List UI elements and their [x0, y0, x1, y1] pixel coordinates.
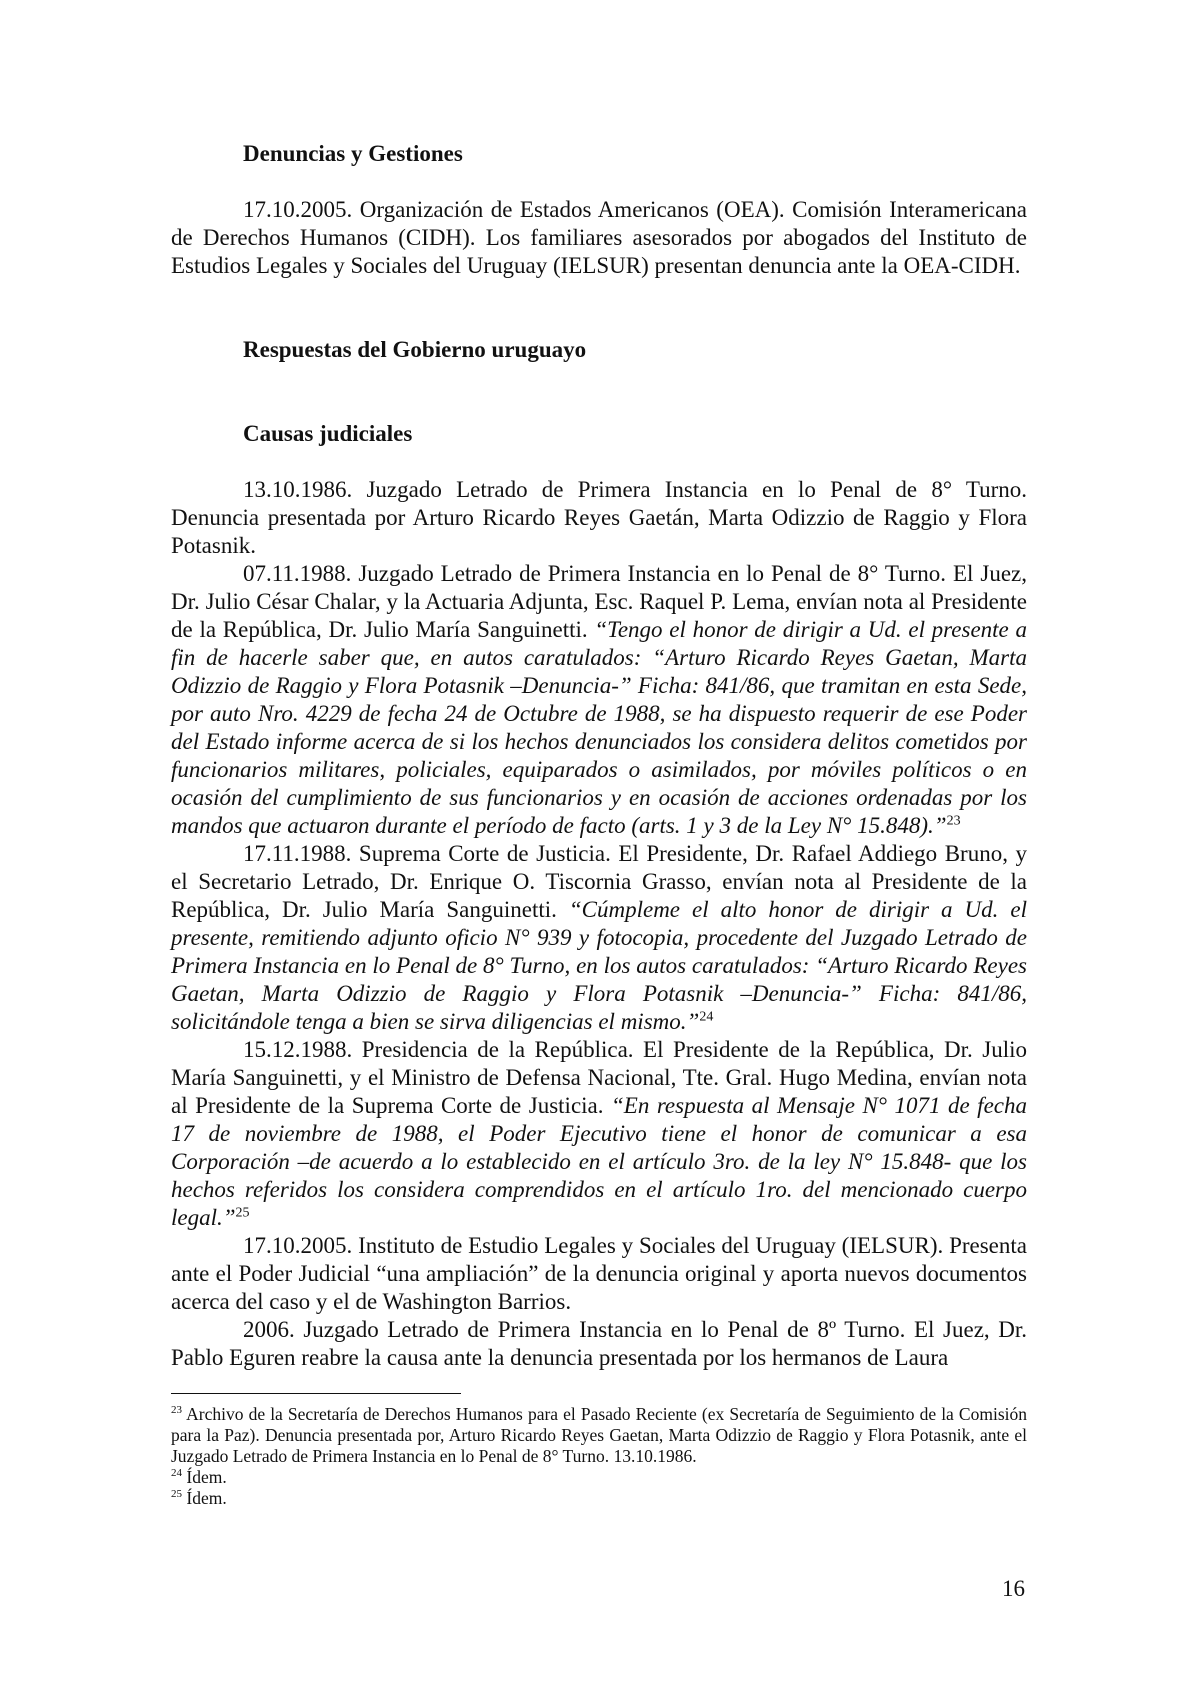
- paragraph-oea-cidh: 17.10.2005. Organización de Estados Americanos (OEA). Comisión Interamericana de Derechos Humanos (CIDH). Los familiares asesorados por abogados del Instituto de Estudios Legales y Sociales del Uruguay (IELSUR) presentan denuncia ante la OEA-CIDH.: [171, 197, 1027, 278]
- footnote-number: 23: [171, 1404, 182, 1417]
- quoted-text: “Cúmpleme el alto honor de dirigir a Ud. el presente, remitiendo adjunto oficio N° 939 y fotocopia, procedente del Juzgado Letrado de Primera Instancia en lo Penal de 8° Turno, en los autos caratulados: “Arturo Ricardo Reyes Gaetan, Marta Odizzio de Raggio y Flora Potasnik –Denuncia-” Ficha: 841/86, solicitándole tenga a bien se sirva diligencias el mismo.”: [171, 897, 1027, 1034]
- footnote-ref[interactable]: 24: [699, 1009, 714, 1025]
- paragraph-1988-juzgado: [171, 560, 1027, 840]
- section-heading-causas: Causas judiciales: [243, 421, 413, 446]
- paragraph-text: 15.12.1988. Presidencia de la República. El Presidente de la República, Dr. Julio María Sanguinetti, y el Ministro de Defensa Nacional, Tte. Gral. Hugo Medina, envían nota al Presidente de la Suprema Corte de Justicia.: [171, 1037, 1027, 1118]
- paragraph-2006-reapertura: 2006. Juzgado Letrado de Primera Instancia en lo Penal de 8º Turno. El Juez, Dr. Pablo Eguren reabre la causa ante la denuncia presentada por los hermanos de Laura: [171, 1317, 1027, 1370]
- document-body: [171, 140, 1027, 1372]
- footnote-divider: [171, 1393, 461, 1394]
- footnote-text: Archivo de la Secretaría de Derechos Humanos para el Pasado Reciente (ex Secretaría de Seguimiento de la Comisión para la Paz). Denuncia presentada por, Arturo Ricardo Reyes Gaetan, Marta Odizzio de Raggio y Flora Potasnik, ante el Juzgado Letrado de Primera Instancia en lo Penal de 8° Turno. 13.10.1986.: [171, 1404, 1027, 1466]
- paragraph-text: 07.11.1988. Juzgado Letrado de Primera Instancia en lo Penal de 8° Turno. El Juez, Dr. Julio César Chalar, y la Actuaria Adjunta, Esc. Raquel P. Lema, envían nota al Presidente de la República, Dr. Julio María Sanguinetti.: [171, 561, 1027, 642]
- footnote-number: 25: [171, 1488, 182, 1501]
- footnotes-section: [171, 1393, 1027, 1509]
- paragraph-2005-ielsur: 17.10.2005. Instituto de Estudio Legales y Sociales del Uruguay (IELSUR). Presenta ante el Poder Judicial “una ampliación” de la denuncia original y aporta nuevos documentos acerca del caso y el de Washington Barrios.: [171, 1233, 1027, 1314]
- paragraph-1986-denuncia: 13.10.1986. Juzgado Letrado de Primera Instancia en lo Penal de 8° Turno. Denuncia presentada por Arturo Ricardo Reyes Gaetán, Marta Odizzio de Raggio y Flora Potasnik.: [171, 477, 1027, 558]
- footnote-25: [171, 1488, 1027, 1509]
- footnote-24: [171, 1467, 1027, 1488]
- page-number: 16: [1002, 1576, 1025, 1601]
- footnote-ref[interactable]: 23: [946, 813, 961, 829]
- paragraph-1988-presidencia: [171, 1036, 1027, 1232]
- section-heading-respuestas: Respuestas del Gobierno uruguayo: [243, 337, 587, 362]
- quoted-text: “Tengo el honor de dirigir a Ud. el presente a fin de hacerle saber que, en autos caratulados: “Arturo Ricardo Reyes Gaetan, Marta Odizzio de Raggio y Flora Potasnik –Denuncia-” Ficha: 841/86, que tramitan en esta Sede, por auto Nro. 4229 de fecha 24 de Octubre de 1988, se ha dispuesto requerir de ese Poder del Estado informe acerca de si los hechos denunciados los considera delitos cometidos por funcionarios militares, policiales, equiparados o asimilados, por móviles políticos o en ocasión del cumplimiento de sus funcionarios y en ocasión de acciones ordenadas por los mandos que actuaron durante el período de facto (arts. 1 y 3 de la Ley N° 15.848).”: [171, 617, 1027, 838]
- footnote-23: [171, 1404, 1027, 1467]
- paragraph-1988-suprema-corte: [171, 840, 1027, 1036]
- quoted-text: “En respuesta al Mensaje N° 1071 de fecha 17 de noviembre de 1988, el Poder Ejecutivo tiene el honor de comunicar a esa Corporación –de acuerdo a lo establecido en el artículo 3ro. de la ley N° 15.848- que los hechos referidos los considera comprendidos en el artículo 1ro. del mencionado cuerpo legal.”: [171, 1093, 1027, 1230]
- section-heading-denuncias: Denuncias y Gestiones: [243, 141, 463, 166]
- footnote-text: Ídem.: [182, 1488, 227, 1508]
- footnote-ref[interactable]: 25: [235, 1205, 250, 1221]
- footnote-number: 24: [171, 1467, 182, 1480]
- footnote-text: Ídem.: [182, 1467, 227, 1487]
- paragraph-text: 17.11.1988. Suprema Corte de Justicia. El Presidente, Dr. Rafael Addiego Bruno, y el Secretario Letrado, Dr. Enrique O. Tiscornia Grasso, envían nota al Presidente de la República, Dr. Julio María Sanguinetti.: [171, 841, 1027, 922]
